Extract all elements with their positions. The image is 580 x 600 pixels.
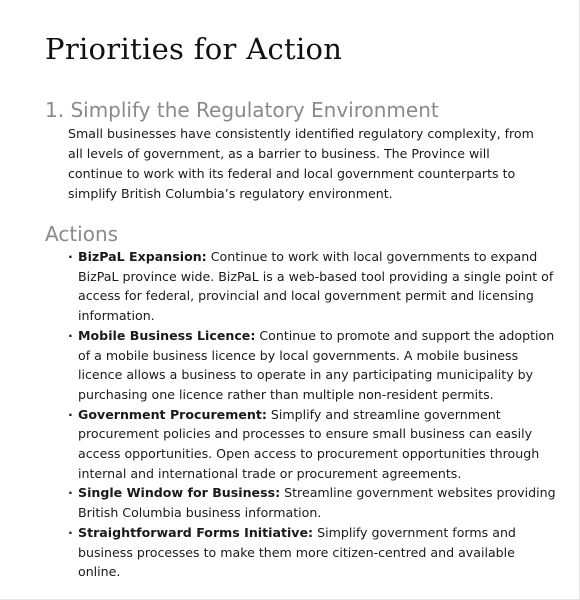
action-item bbox=[68, 247, 560, 326]
page-title: Priorities for Action bbox=[45, 32, 343, 66]
action-text: Simplify and streamline government procurement policies and processes to ensure small business can easily access opportunities. Open access to procurement opportunities through internal and international trade or procurement agreements. bbox=[78, 406, 540, 481]
action-text: Continue to promote and support the adoption of a mobile business licence by local governments. A mobile business licence allows a business to operate in any participating municipality by purchasing one licence rather than multiple non-resident permits. bbox=[78, 327, 555, 402]
action-text: Continue to work with local governments to expand BizPaL province wide. BizPaL is a web-based tool providing a single point of access for federal, provincial and local government permit and licensing information. bbox=[78, 249, 554, 324]
action-name: Straightforward Forms Initiative: bbox=[78, 524, 314, 540]
action-name: Government Procurement: bbox=[78, 406, 267, 422]
action-item bbox=[68, 483, 560, 522]
section-heading: 1. Simplify the Regulatory Environment bbox=[45, 98, 439, 122]
action-name: Mobile Business Licence: bbox=[78, 327, 256, 343]
bullet-icon: · bbox=[68, 406, 73, 422]
action-name: Single Window for Business: bbox=[78, 485, 281, 501]
bullet-icon: · bbox=[68, 524, 73, 540]
action-text: Streamline government websites providing British Columbia business information. bbox=[78, 485, 556, 521]
action-item bbox=[68, 523, 560, 582]
actions-list bbox=[68, 247, 560, 582]
intro-paragraph: Small businesses have consistently identified regulatory complexity, from all levels of government, as a barrier to business. The Province will continue to work with its federal and local government counterparts to simplify British Columbia’s regulatory environment. bbox=[68, 126, 534, 201]
bullet-icon: · bbox=[68, 249, 73, 264]
action-item bbox=[68, 405, 560, 484]
bullet-icon: · bbox=[68, 485, 73, 501]
actions-heading: Actions bbox=[45, 222, 119, 246]
action-name: BizPaL Expansion: bbox=[78, 249, 207, 264]
action-item bbox=[68, 326, 560, 405]
bullet-icon: · bbox=[68, 327, 73, 343]
action-text: Simplify government forms and business processes to make them more citizen-centred and available online. bbox=[78, 524, 516, 580]
